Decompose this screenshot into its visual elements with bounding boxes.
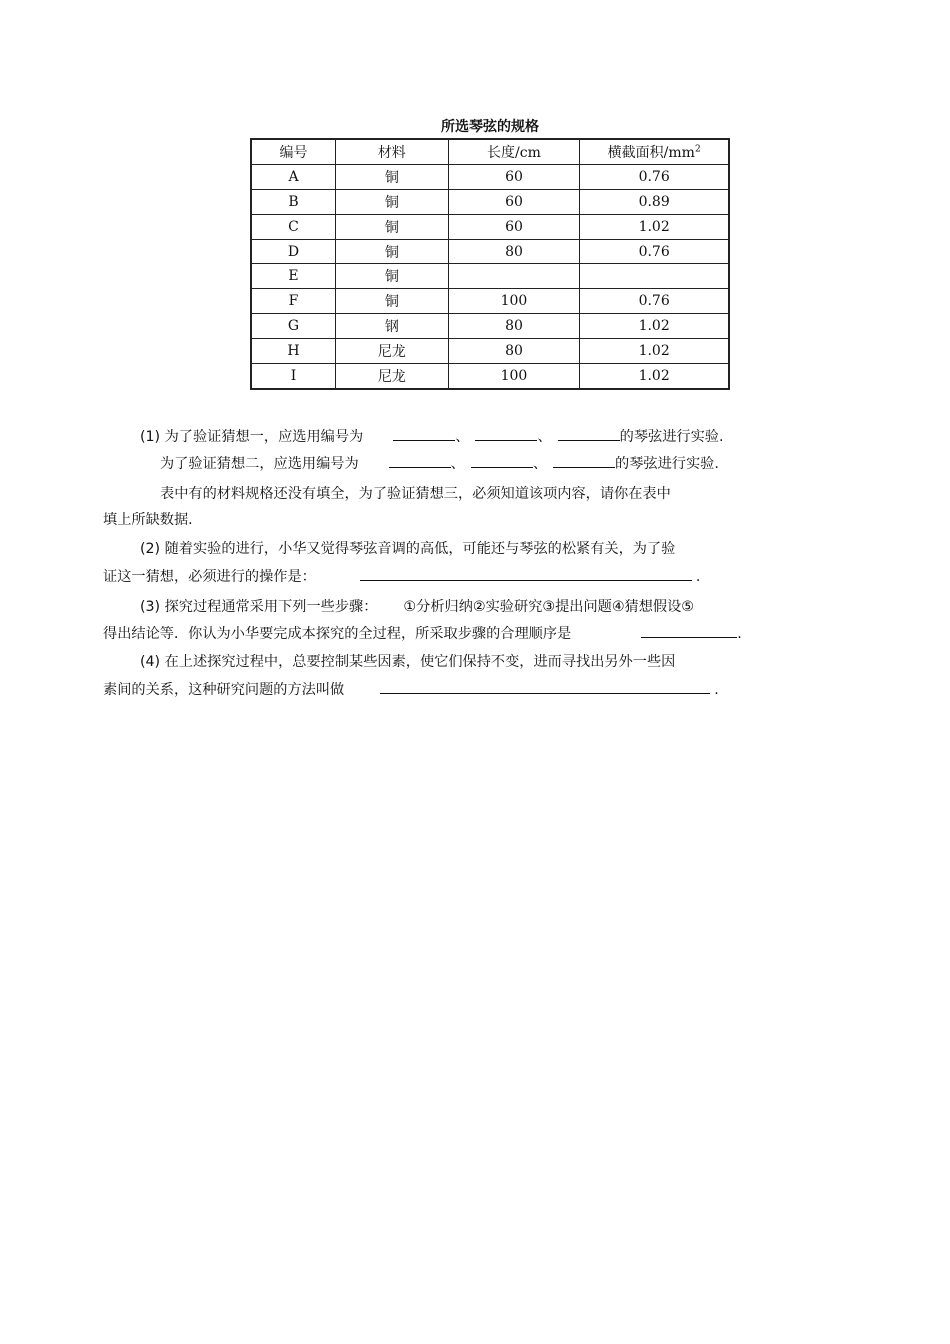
q1c-line-1: 表中有的材料规格还没有填全，为了验证猜想三，必须知道该项内容，请你在表中 bbox=[160, 486, 671, 502]
cell-length: 80 bbox=[448, 239, 580, 264]
header-material: 材料 bbox=[336, 139, 449, 164]
header-id: 编号 bbox=[251, 139, 336, 164]
cell-length: 60 bbox=[448, 164, 580, 189]
cell-material: 尼龙 bbox=[336, 364, 449, 389]
table-row bbox=[251, 364, 729, 389]
cell-length: 80 bbox=[448, 339, 580, 364]
header-area: 横截面积$/mm^2$ bbox=[580, 139, 729, 164]
q1c-line-2: 填上所缺数据. bbox=[103, 512, 193, 528]
table-row bbox=[251, 164, 729, 189]
cell-area: 0.76 bbox=[580, 289, 729, 314]
string-spec-table bbox=[250, 138, 730, 390]
cell-length: 60 bbox=[448, 214, 580, 239]
cell-id: H bbox=[251, 339, 336, 364]
cell-id: D bbox=[251, 239, 336, 264]
q1b-prefix: 为了验证猜想二，应选用编号为 bbox=[160, 456, 359, 472]
cell-material: 铜 bbox=[336, 264, 449, 289]
header-area-sup: 2 bbox=[694, 144, 701, 155]
q1a-suffix: 的琴弦进行实验. bbox=[619, 429, 724, 445]
q1b-blank-3[interactable] bbox=[553, 453, 615, 468]
q4-text: 素间的关系，这种研究问题的方法叫做 bbox=[103, 682, 345, 698]
cell-id: I bbox=[251, 364, 336, 389]
cell-material: 钢 bbox=[336, 314, 449, 339]
cell-length: 80 bbox=[448, 314, 580, 339]
cell-area: 0.76 bbox=[580, 164, 729, 189]
q2-end: . bbox=[695, 569, 701, 585]
cell-area bbox=[580, 264, 729, 289]
cell-length: 100 bbox=[448, 289, 580, 314]
q4-answer-blank[interactable] bbox=[380, 679, 710, 694]
table-row bbox=[251, 189, 729, 214]
q3-prefix: (3) 探究过程通常采用下列一些步骤： bbox=[140, 599, 378, 615]
q2-prefix: 证这一猜想，必须进行的操作是： bbox=[103, 569, 316, 585]
header-length: 长度/cm bbox=[448, 139, 580, 164]
q2-line-1: (2) 随着实验的进行，小华又觉得琴弦音调的高低，可能还与琴弦的松紧有关，为了验 bbox=[140, 541, 676, 557]
cell-area: 1.02 bbox=[580, 339, 729, 364]
cell-area: 0.89 bbox=[580, 189, 729, 214]
cell-length: 100 bbox=[448, 364, 580, 389]
q3-line-1 bbox=[140, 596, 694, 616]
cell-length bbox=[448, 264, 580, 289]
q1b-line bbox=[160, 453, 719, 473]
q1b-suffix: 的琴弦进行实验. bbox=[615, 456, 719, 472]
table-row bbox=[251, 339, 729, 364]
table-row bbox=[251, 314, 729, 339]
cell-area: 1.02 bbox=[580, 314, 729, 339]
q1b-sep-2: 、 bbox=[532, 456, 548, 472]
q2-line-2 bbox=[103, 566, 700, 586]
q2-answer-blank[interactable] bbox=[360, 566, 692, 581]
cell-area: 1.02 bbox=[580, 214, 729, 239]
cell-id: G bbox=[251, 314, 336, 339]
q3-end: . bbox=[737, 626, 742, 642]
cell-area: 1.02 bbox=[580, 364, 729, 389]
cell-area: 0.76 bbox=[580, 239, 729, 264]
q1a-blank-3[interactable] bbox=[558, 426, 620, 441]
q3-steps: ①分析归纳②实验研究③提出问题④猜想假设⑤ bbox=[403, 599, 695, 615]
table-row bbox=[251, 289, 729, 314]
cell-id: B bbox=[251, 189, 336, 214]
q1b-blank-1[interactable] bbox=[389, 453, 451, 468]
q1a-prefix: (1) 为了验证猜想一，应选用编号为 bbox=[140, 429, 364, 445]
cell-id: A bbox=[251, 164, 336, 189]
table-row bbox=[251, 214, 729, 239]
q1b-sep-1: 、 bbox=[450, 456, 465, 472]
q1a-line bbox=[140, 426, 723, 446]
table-row bbox=[251, 239, 729, 264]
q1a-blank-1[interactable] bbox=[393, 426, 455, 441]
q1a-blank-2[interactable] bbox=[475, 426, 537, 441]
cell-material: 铜 bbox=[336, 189, 449, 214]
q1a-sep-2: 、 bbox=[537, 429, 552, 445]
q4-line-2 bbox=[103, 679, 719, 699]
q1b-blank-2[interactable] bbox=[471, 453, 533, 468]
cell-material: 铜 bbox=[336, 164, 449, 189]
cell-material: 铜 bbox=[336, 214, 449, 239]
cell-material: 尼龙 bbox=[336, 339, 449, 364]
q4-end: . bbox=[714, 682, 719, 698]
cell-id: C bbox=[251, 214, 336, 239]
q3-answer-blank[interactable] bbox=[641, 623, 737, 638]
table-caption: 所选琴弦的规格 bbox=[441, 119, 539, 135]
q4-line-1: (4) 在上述探究过程中，总要控制某些因素，使它们保持不变，进而寻找出另外一些因 bbox=[140, 654, 676, 670]
cell-material: 铜 bbox=[336, 289, 449, 314]
cell-length: 60 bbox=[448, 189, 580, 214]
table-header-row bbox=[251, 139, 729, 164]
table-row bbox=[251, 264, 729, 289]
q3-line-2 bbox=[103, 623, 742, 643]
cell-id: E bbox=[251, 264, 336, 289]
cell-material: 铜 bbox=[336, 239, 449, 264]
q3-text: 得出结论等．你认为小华要完成本探究的全过程，所采取步骤的合理顺序是 bbox=[103, 626, 572, 642]
q1a-sep-1: 、 bbox=[455, 429, 470, 445]
cell-id: F bbox=[251, 289, 336, 314]
